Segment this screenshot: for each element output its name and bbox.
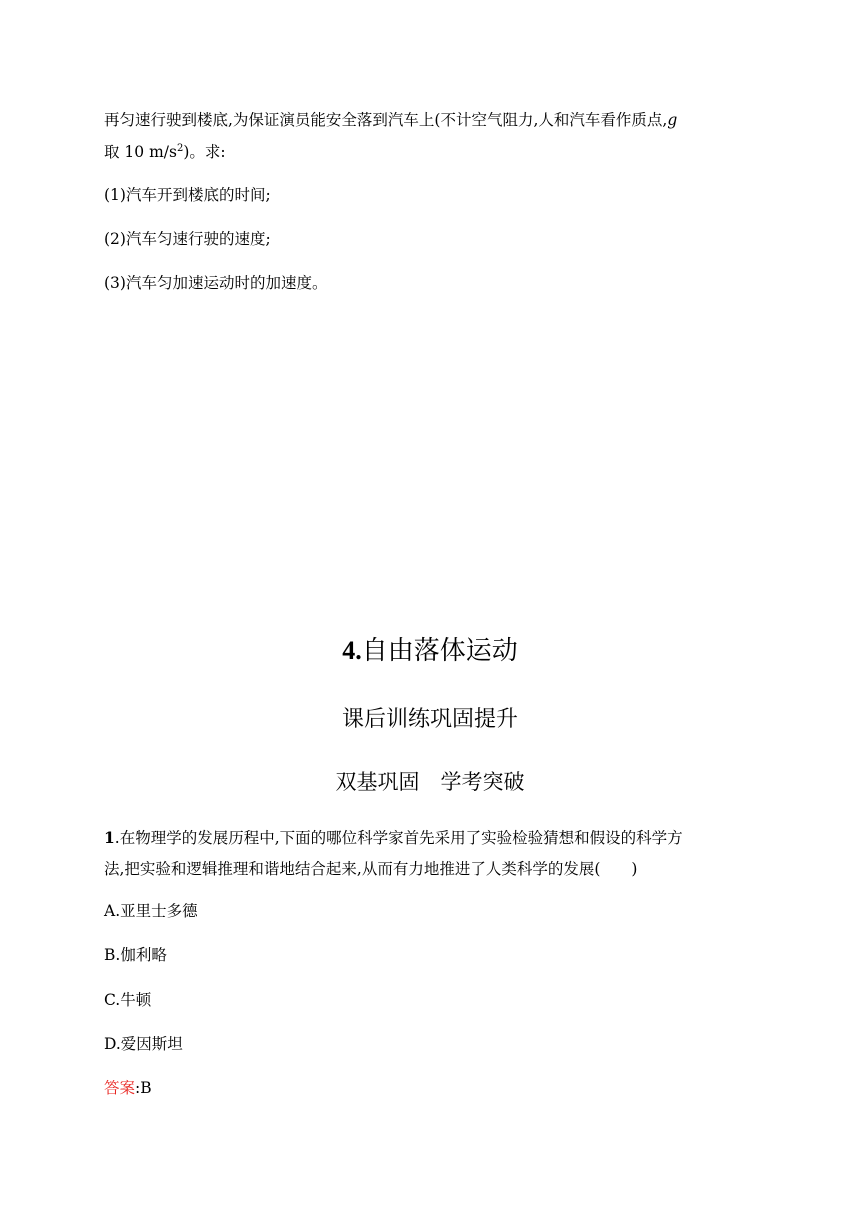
intro-line-1 (104, 104, 754, 136)
sub-question-1: (1)汽车开到楼底的时间; (104, 186, 271, 204)
unit-exponent: 2 (176, 143, 184, 154)
section-subheading: 双基巩固 学考突破 (335, 770, 525, 794)
intro-line-2-tail: )。求: (183, 143, 226, 161)
option-b: B.伽利略 (104, 946, 167, 964)
intro-line-1-text: 再匀速行驶到楼底,为保证演员能安全落到汽车上(不计空气阻力,人和汽车看作质点, (104, 111, 668, 129)
question-number: 1 (104, 828, 115, 847)
intro-line-2 (104, 136, 754, 168)
section-number: 4. (342, 636, 362, 665)
section-title (0, 630, 860, 667)
sub-question-2: (2)汽车匀速行驶的速度; (104, 230, 271, 248)
gravity-symbol: g (667, 111, 678, 129)
option-d: D.爱因斯坦 (104, 1035, 183, 1053)
intro-line-2-text: 取 10 m/s (104, 143, 177, 161)
question-1-line-1 (104, 822, 754, 854)
option-c: C.牛顿 (104, 991, 152, 1009)
question-1-stem-1: .在物理学的发展历程中,下面的哪位科学家首先采用了实验检验猜想和假设的科学方 (114, 829, 683, 847)
sub-question-3: (3)汽车匀加速运动时的加速度。 (104, 274, 328, 292)
section-subtitle: 课后训练巩固提升 (341, 707, 518, 732)
answer-label: 答案 (104, 1079, 136, 1097)
section-title-text: 自由落体运动 (361, 636, 518, 666)
answer-line (104, 1072, 754, 1104)
question-1-line-2: 法,把实验和逻辑推理和谐地结合起来,从而有力地推进了人类科学的发展( ) (104, 860, 638, 878)
option-a: A.亚里士多德 (104, 902, 198, 920)
answer-value: :B (135, 1079, 152, 1097)
